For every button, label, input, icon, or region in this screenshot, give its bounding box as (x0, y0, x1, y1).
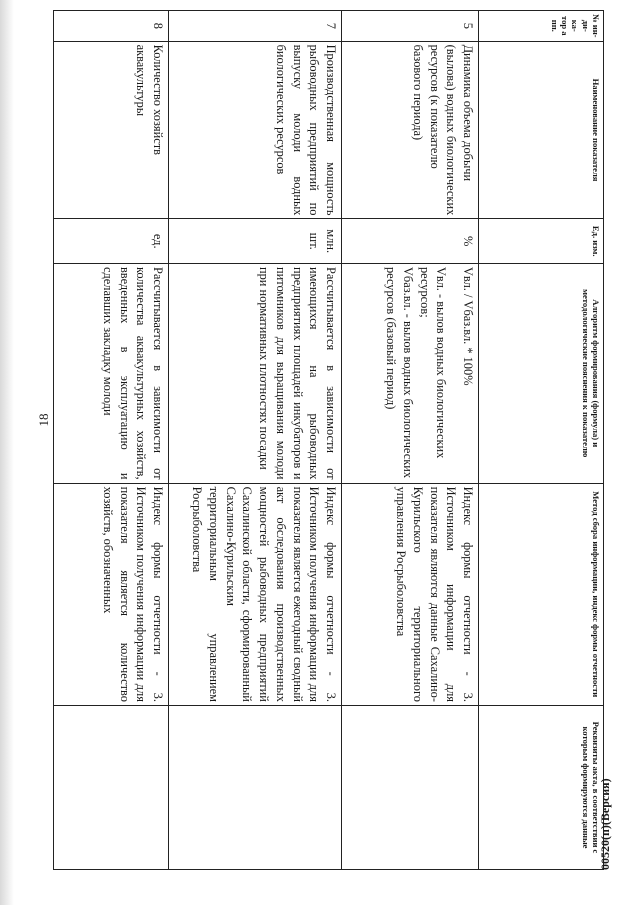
row-num: 8 (54, 11, 169, 42)
row-unit: ед. (54, 219, 169, 263)
row-unit: % (342, 219, 479, 263)
table-header-row (479, 11, 604, 870)
table-row (54, 11, 169, 870)
row-name: Динамика объема добычи (вылова) водных биологических ресурсов (к показателю базового периода) (342, 41, 479, 219)
header-algorithm: Алгоритм формирования (формула) и методологические пояснения к показателю (479, 263, 604, 483)
row-num: 7 (169, 11, 342, 42)
table-row (342, 11, 479, 870)
row-requisites (169, 705, 342, 869)
row-unit: млн. шт. (169, 219, 342, 263)
header-method: Метод сбора информации, индекс формы отчетности (479, 483, 604, 705)
header-num: № ин-ди-ка-тор а пп. (479, 11, 604, 42)
document-footer-code: 00520(п)(Версия) (598, 778, 612, 870)
row-algorithm: Рассчитывается в зависимости от количества аквакультурных хозяйств, введенных в эксплуатацию и сделавших закладку молоди (54, 263, 169, 483)
algorithm-formula: Vвл. / Vбаз.вл. * 100% (461, 266, 475, 386)
algorithm-note: Vбаз.вл. - вылов водных биологических ресурсов (базовый период) (384, 266, 415, 479)
row-algorithm (342, 263, 479, 483)
table-row (169, 11, 342, 870)
header-requisites: Реквизиты акта, в соответствии с которым формируются данные (479, 705, 604, 869)
row-num: 5 (342, 11, 479, 42)
scan-edge-shadow (0, 0, 14, 905)
row-method: Индекс формы отчетности - 3. Источником получения информации для показателя является количество хозяйств, обозначенных (54, 483, 169, 705)
row-algorithm: Рассчитывается в зависимости от имеющихся на рыбоводных предприятиях площадей инкубаторов и питомников для выращивания молоди при нормативных плотностях посадки (169, 263, 342, 483)
algorithm-note: Vвл. - вылов водных биологических ресурсов; (417, 266, 449, 459)
page-number: 18 (36, 413, 51, 427)
row-name: Количество хозяйств аквакультуры (54, 41, 169, 219)
indicator-table (53, 10, 604, 870)
header-name: Наименование показателя (479, 41, 604, 219)
row-method: Индекс формы отчетности - 3. Источником информации для показателя являются данные Сахалино-Курильского территориального управления Росрыболовства (342, 483, 479, 705)
row-method: Индекс формы отчетности - 3. Источником получения информации для показателя является ежегодный сводный акт обследования производственных мощностей рыбоводных предприятий Сахалинской области, сформированный Сахалино-Курильским территориальным управлением Росрыболовства (169, 483, 342, 705)
row-name: Производственная мощность рыбоводных предприятий по выпуску молоди водных биологических ресурсов (169, 41, 342, 219)
row-requisites (342, 705, 479, 869)
header-unit: Ед. изм. (479, 219, 604, 263)
indicator-table-sheet (74, 10, 604, 870)
row-requisites (54, 705, 169, 869)
